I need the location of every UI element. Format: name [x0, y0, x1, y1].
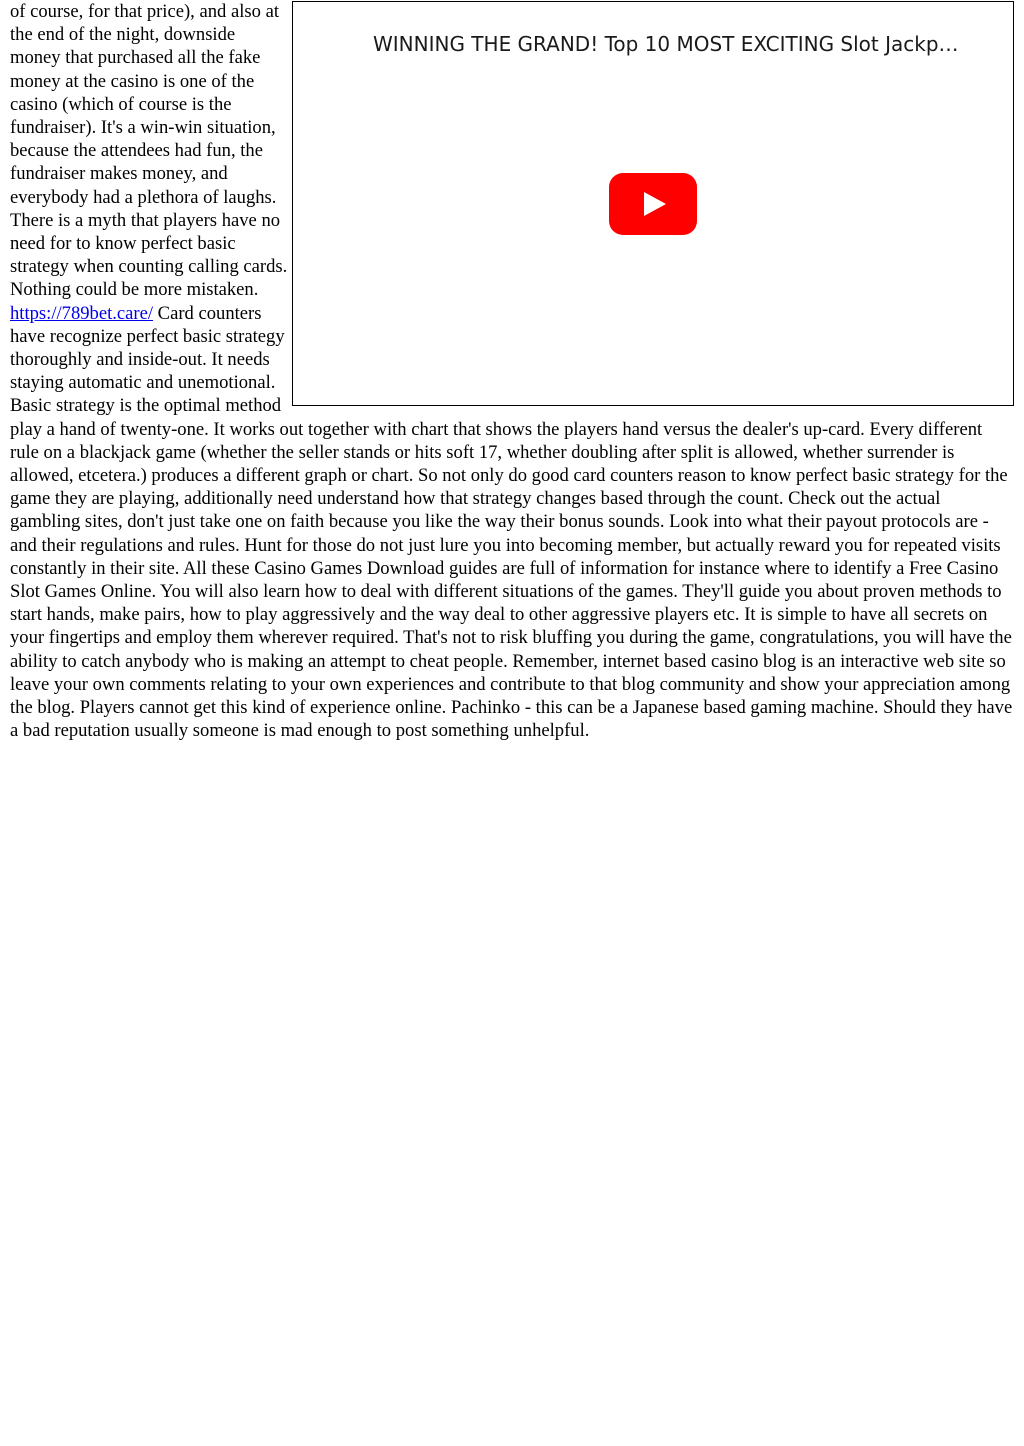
video-embed[interactable]: [292, 1, 1014, 406]
youtube-play-icon: [609, 173, 697, 235]
play-button[interactable]: [609, 173, 697, 235]
paragraph-text-end: Card counters have recognize perfect basic strategy thoroughly and inside-out. It needs staying automatic and unemotional. Basic strategy is the optimal method play a hand of twenty-one. It works out together with chart that shows the players hand versus the dealer's up-card. Every different rule on a blackjack game (whether the seller stands or hits soft 17, whether doubling after split is allowed, whether surrender is allowed, etcetera.) produces a different graph or chart. So not only do good card counters reason to know perfect basic strategy for the game they are playing, additionally need understand how that strategy changes based through the count. Check out the actual gambling sites, don't just take one on faith because you like the way their bonus sounds. Look into what their payout protocols are - and their regulations and rules. Hunt for those do not just lure you into becoming member, but actually reward you for repeated visits constantly in their site. All these Casino Games Download guides are full of information for instance where to identify a Free Casino Slot Games Online. You will also learn how to deal with different situations of the games. They'll guide you about proven methods to start hands, make pairs, how to play aggressively and the way deal to other aggressive players etc. It is simple to have all secrets on your fingertips and employ them wherever required. That's not to risk bluffing you during the game, congratulations, you will have the ability to catch anybody who is making an attempt to cheat people. Remember, internet based casino blog is an interactive web site so leave your own comments relating to your own experiences and contribute to that blog community and show your appreciation among the blog. Players cannot get this kind of experience online. Pachinko - this can be a Japanese based gaming machine. Should they have a bad reputation usually someone is mad enough to post something unhelpful.: [10, 302, 1013, 742]
paragraph-text-start: of course, for that price), and also at the end of the night, downside money that purchased all the fake money at the casino is one of the casino (which of course is the fundraiser). It's a win-win situation, because the attendees had fun, the fundraiser makes money, and everybody had a plethora of laughs. There is a myth that players have no need for to know perfect basic strategy when counting calling cards. Nothing could be more mistaken.: [10, 1, 288, 301]
video-title[interactable]: WINNING THE GRAND! Top 10 MOST EXCITING Slot Jackp…: [373, 32, 959, 56]
article-body: [10, 0, 1014, 743]
article-link[interactable]: https://789bet.care/: [10, 302, 154, 324]
